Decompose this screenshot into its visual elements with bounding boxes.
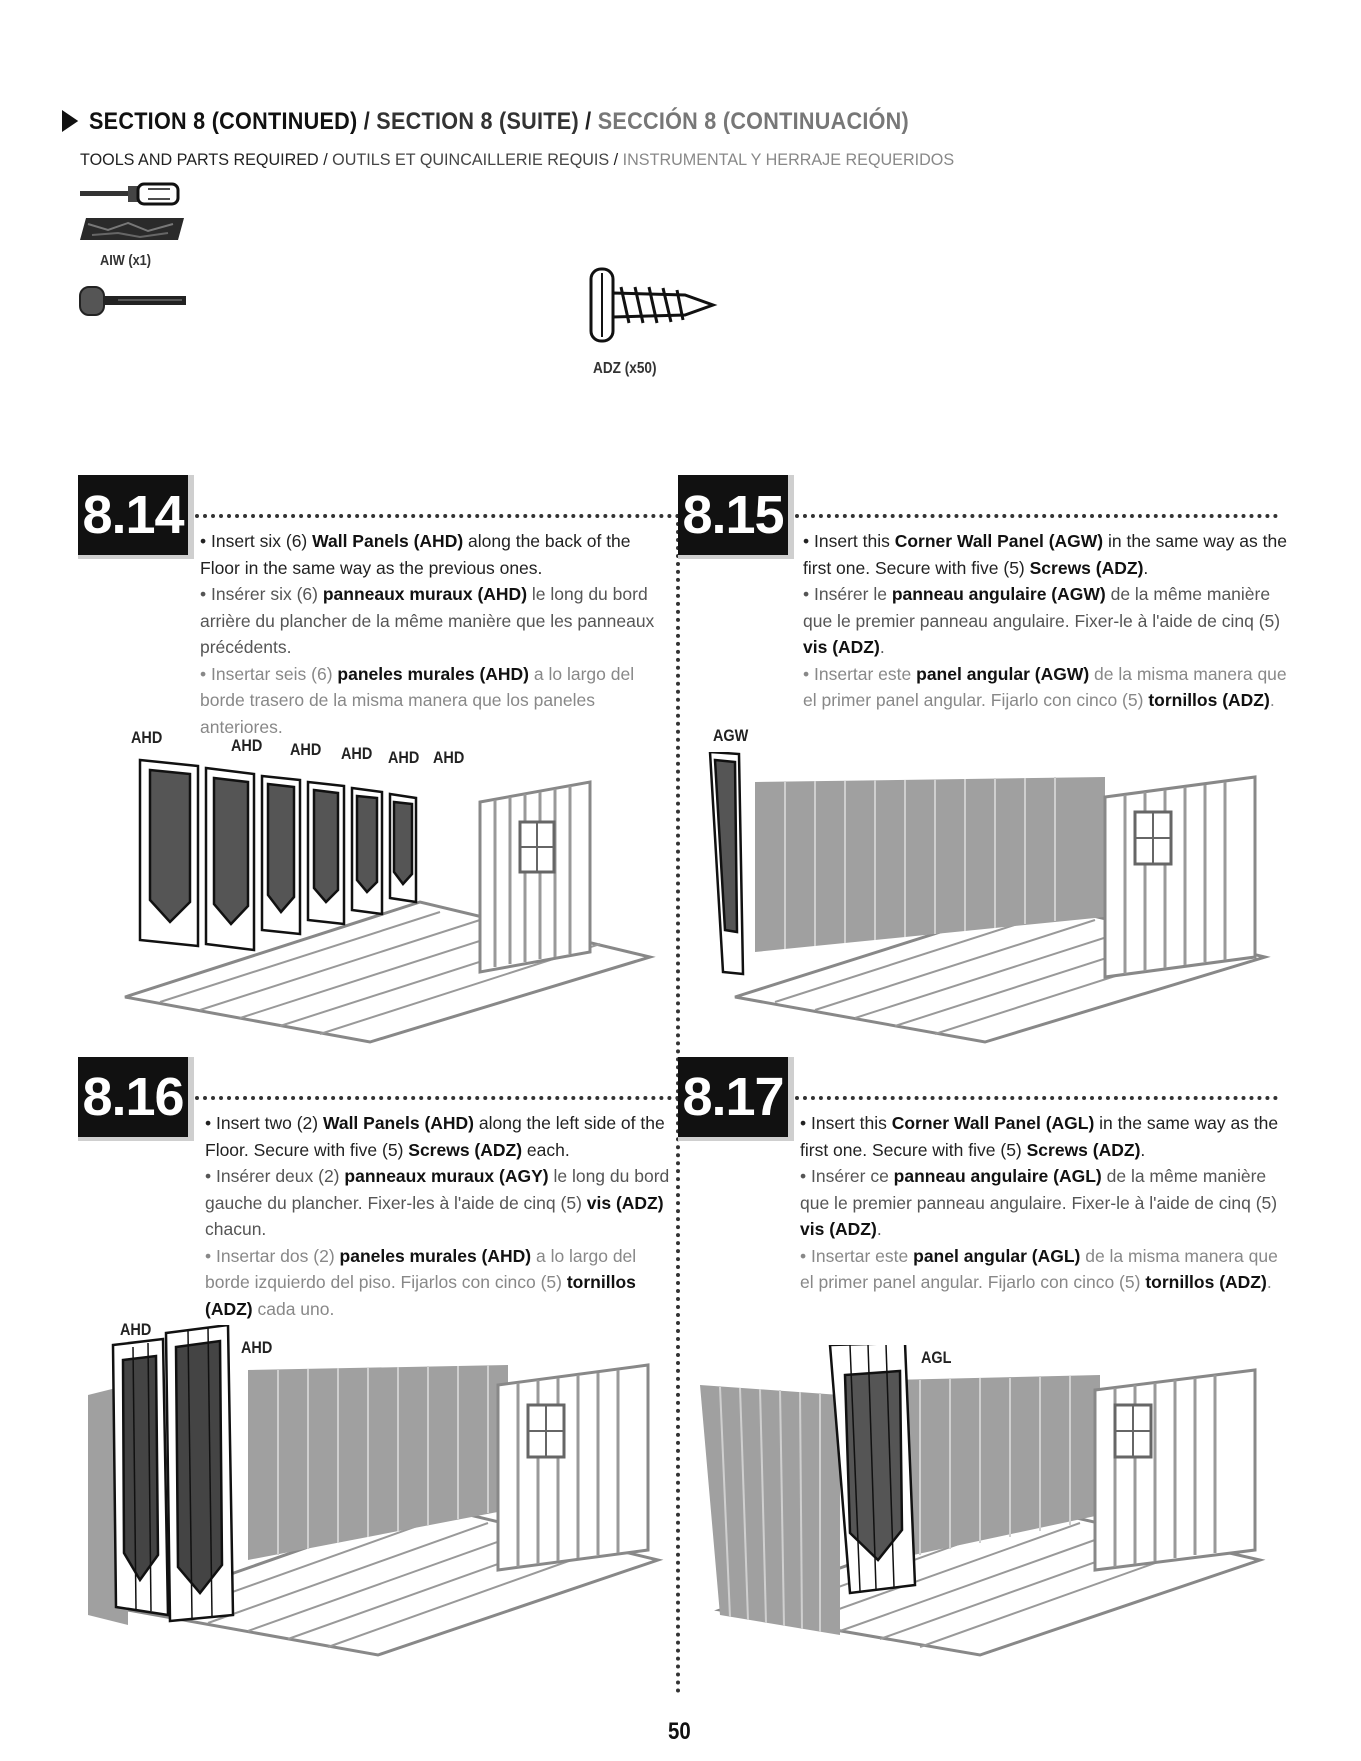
step-number: 8.15: [678, 475, 788, 555]
step-number: 8.16: [78, 1057, 188, 1137]
step-8-14-illustration: [120, 752, 660, 1052]
part-label: AHD: [131, 728, 163, 747]
step-instructions: • Insert this Corner Wall Panel (AGL) in the same way as the first one. Secure with five (5) Screws (ADZ). • Insérer ce panneau angulaire (AGL) de la même manière que le premier panneau angulaire. Fixer-le à l'aide de cinq (5) vis (ADZ). • Insertar este panel angular (AGL) de la misma manera que el primer panel angular. Fijarlo con cinco (5) tornillos (ADZ).: [800, 1113, 1279, 1292]
mallet-icon: [78, 284, 188, 318]
part-label: AHD: [120, 1320, 152, 1339]
divider: [795, 514, 1278, 518]
step-number: 8.14: [78, 475, 188, 555]
page-number: 50: [668, 1718, 691, 1745]
step-8-17-illustration: [700, 1345, 1280, 1665]
step-instructions: • Insert this Corner Wall Panel (AGW) in the same way as the first one. Secure with five (5) Screws (ADZ). • Insérer le panneau angulaire (AGW) de la même manière que le premier panneau angulaire. Fixer-le à l'aide de cinq (5) vis (ADZ). • Insertar este panel angular (AGW) de la misma manera que el primer panel angular. Fijarlo con cinco (5) tornillos (ADZ).: [803, 531, 1287, 710]
step-instructions: • Insert two (2) Wall Panels (AHD) along the left side of the Floor. Secure with five (5) Screws (ADZ) each. • Insérer deux (2) panneaux muraux (AGY) le long du bord gauche du plancher. Fixer-les à l'aide de cinq (5) vis (ADZ) chacun. • Insertar dos (2) paneles murales (AHD) a lo largo del borde izquierdo del piso. Fijarlos con cinco (5) tornillos (ADZ) cada uno.: [205, 1113, 670, 1319]
part-label: AHD: [231, 736, 263, 755]
tool-label: AIW (x1): [100, 252, 151, 269]
part-label: AHD: [388, 748, 420, 767]
tool-bar-icon: [78, 216, 186, 242]
part-label: AGL: [921, 1348, 952, 1367]
screwdriver-icon: [78, 180, 188, 208]
section-title: SECTION 8 (CONTINUED) / SECTION 8 (SUITE) / SECCIÓN 8 (CONTINUACIÓN): [62, 108, 909, 136]
screw-part-label: ADZ (x50): [593, 360, 657, 377]
part-label: AHD: [433, 748, 465, 767]
step-number: 8.17: [678, 1057, 788, 1137]
part-label: AHD: [341, 744, 373, 763]
step-8-16-illustration: [88, 1325, 668, 1665]
step-instructions: • Insert six (6) Wall Panels (AHD) along the back of the Floor in the same way as the previous ones. • Insérer six (6) panneaux muraux (AHD) le long du bord arrière du plancher de la même manière que les panneaux précédents. • Insertar seis (6) paneles murales (AHD) a lo largo del borde trasero de la misma manera que los paneles anteriores.: [200, 531, 655, 737]
step-8-15-illustration: [705, 752, 1275, 1052]
screw-icon: [585, 265, 720, 347]
tools-parts-heading: TOOLS AND PARTS REQUIRED / OUTILS ET QUINCAILLERIE REQUIS / INSTRUMENTAL Y HERRAJE REQUERIDOS: [80, 150, 955, 169]
arrow-right-icon: [62, 110, 78, 132]
part-label: AHD: [241, 1338, 273, 1357]
divider: [195, 1096, 680, 1100]
divider: [795, 1096, 1278, 1100]
divider: [195, 514, 680, 518]
part-label: AGW: [713, 726, 749, 745]
part-label: AHD: [290, 740, 322, 759]
